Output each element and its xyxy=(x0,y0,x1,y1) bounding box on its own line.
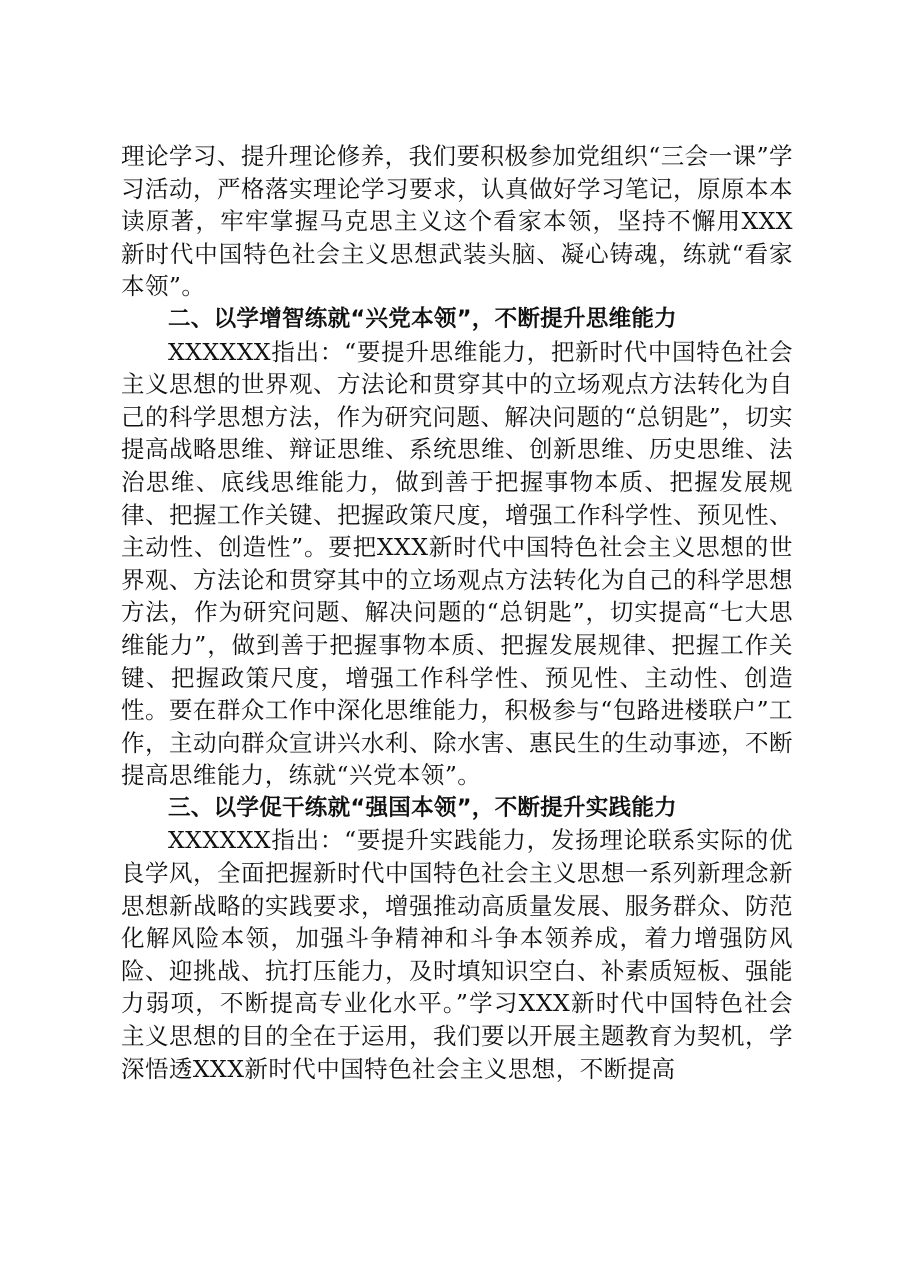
document-body xyxy=(121,140,793,1085)
paragraph-practice-ability: XXXXXX指出：“要提升实践能力，发扬理论联系实际的优良学风，全面把握新时代中国特色社会主义思想一系列新理念新思想新战略的实践要求，增强推动高质量发展、服务群众、防范化解风险本领，加强斗争精神和斗争本领养成，着力增强防风险、迎挑战、抗打压能力，及时填知识空白、补素质短板、强能力弱项，不断提高专业化水平。”学习XXX新时代中国特色社会主义思想的目的全在于运用，我们要以开展主题教育为契机，学深悟透XXX新时代中国特色社会主义思想，不断提高 xyxy=(121,826,793,1083)
paragraph-theory-study: 理论学习、提升理论修养，我们要积极参加党组织“三会一课”学习活动，严格落实理论学习要求，认真做好学习笔记，原原本本读原著，牢牢掌握马克思主义这个看家本领，坚持不懈用XXX新时代中国特色社会主义思想武装头脑、凝心铸魂，练就“看家本领”。 xyxy=(121,142,793,301)
section-heading-two: 二、以学增智练就“兴党本领”，不断提升思维能力 xyxy=(168,305,677,332)
paragraph-thinking-ability: XXXXXX指出：“要提升思维能力，把新时代中国特色社会主义思想的世界观、方法论和贯穿其中的立场观点方法转化为自己的科学思想方法，作为研究问题、解决问题的“总钥匙”，切实提高战略思维、辩证思维、系统思维、创新思维、历史思维、法治思维、底线思维能力，做到善于把握事物本质、把握发展规律、把握工作关键、把握政策尺度，增强工作科学性、预见性、主动性、创造性”。要把XXX新时代中国特色社会主义思想的世界观、方法论和贯穿其中的立场观点方法转化为自己的科学思想方法，作为研究问题、解决问题的“总钥匙”，切实提高“七大思维能力”，做到善于把握事物本质、把握发展规律、把握工作关键、把握政策尺度，增强工作科学性、预见性、主动性、创造性。要在群众工作中深化思维能力，积极参与“包路进楼联户”工作，主动向群众宣讲兴水利、除水害、惠民生的生动事迹，不断提高思维能力，练就“兴党本领”。 xyxy=(121,337,793,790)
section-heading-three: 三、以学促干练就“强国本领”，不断提升实践能力 xyxy=(168,794,677,821)
